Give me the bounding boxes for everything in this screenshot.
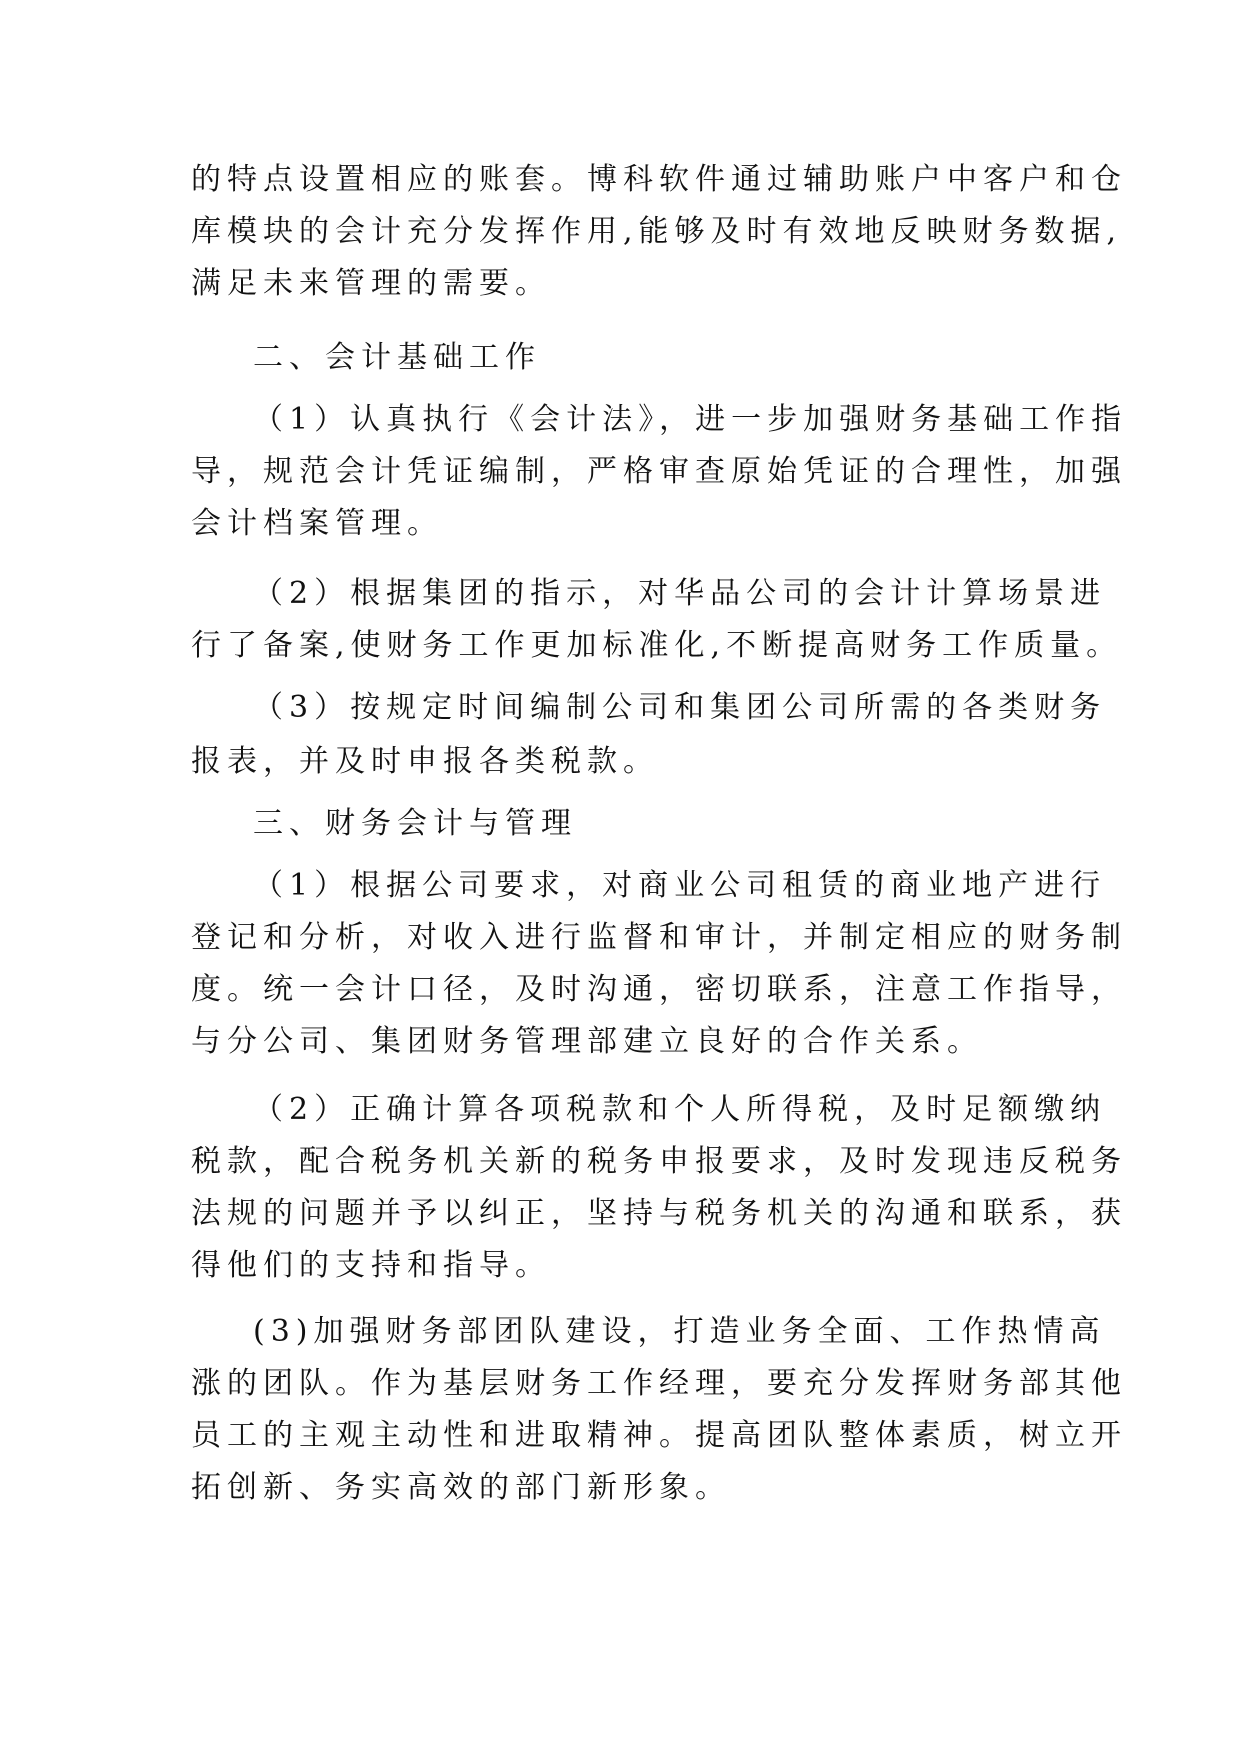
text-line: 员工的主观主动性和进取精神。提高团队整体素质，树立开 [191, 1418, 1127, 1453]
section-heading: 二、会计基础工作 [253, 340, 541, 375]
text-line: 的特点设置相应的账套。博科软件通过辅助账户中客户和仓 [191, 162, 1127, 197]
text-line: 满足未来管理的需要。 [191, 266, 551, 301]
text-line: 导，规范会计凭证编制，严格审查原始凭证的合理性，加强 [191, 454, 1127, 489]
text-line: （1）认真执行《会计法》，进一步加强财务基础工作指 [253, 402, 1128, 437]
text-line: 涨的团队。作为基层财务工作经理，要充分发挥财务部其他 [191, 1366, 1127, 1401]
text-line: 登记和分析，对收入进行监督和审计，并制定相应的财务制 [191, 920, 1127, 955]
text-line: （2）根据集团的指示，对华品公司的会计计算场景进 [253, 576, 1107, 611]
text-line: 行了备案,使财务工作更加标准化,不断提高财务工作质量。 [191, 628, 1123, 663]
text-line: 度。统一会计口径，及时沟通，密切联系，注意工作指导， [191, 972, 1127, 1007]
text-line: (3)加强财务部团队建设，打造业务全面、工作热情高 [253, 1314, 1106, 1349]
text-line: 报表，并及时申报各类税款。 [191, 744, 659, 779]
text-line: （3）按规定时间编制公司和集团公司所需的各类财务 [253, 690, 1107, 725]
text-line: 与分公司、集团财务管理部建立良好的合作关系。 [191, 1024, 983, 1059]
text-line: 得他们的支持和指导。 [191, 1248, 551, 1283]
text-line: （2）正确计算各项税款和个人所得税，及时足额缴纳 [253, 1092, 1107, 1127]
text-line: 会计档案管理。 [191, 506, 443, 541]
text-line: （1）根据公司要求，对商业公司租赁的商业地产进行 [253, 868, 1107, 903]
text-line: 拓创新、务实高效的部门新形象。 [191, 1470, 731, 1505]
text-line: 法规的问题并予以纠正，坚持与税务机关的沟通和联系，获 [191, 1196, 1127, 1231]
text-line: 税款，配合税务机关新的税务申报要求，及时发现违反税务 [191, 1144, 1127, 1179]
section-heading: 三、财务会计与管理 [253, 806, 577, 841]
text-line: 库模块的会计充分发挥作用,能够及时有效地反映财务数据, [191, 214, 1123, 249]
